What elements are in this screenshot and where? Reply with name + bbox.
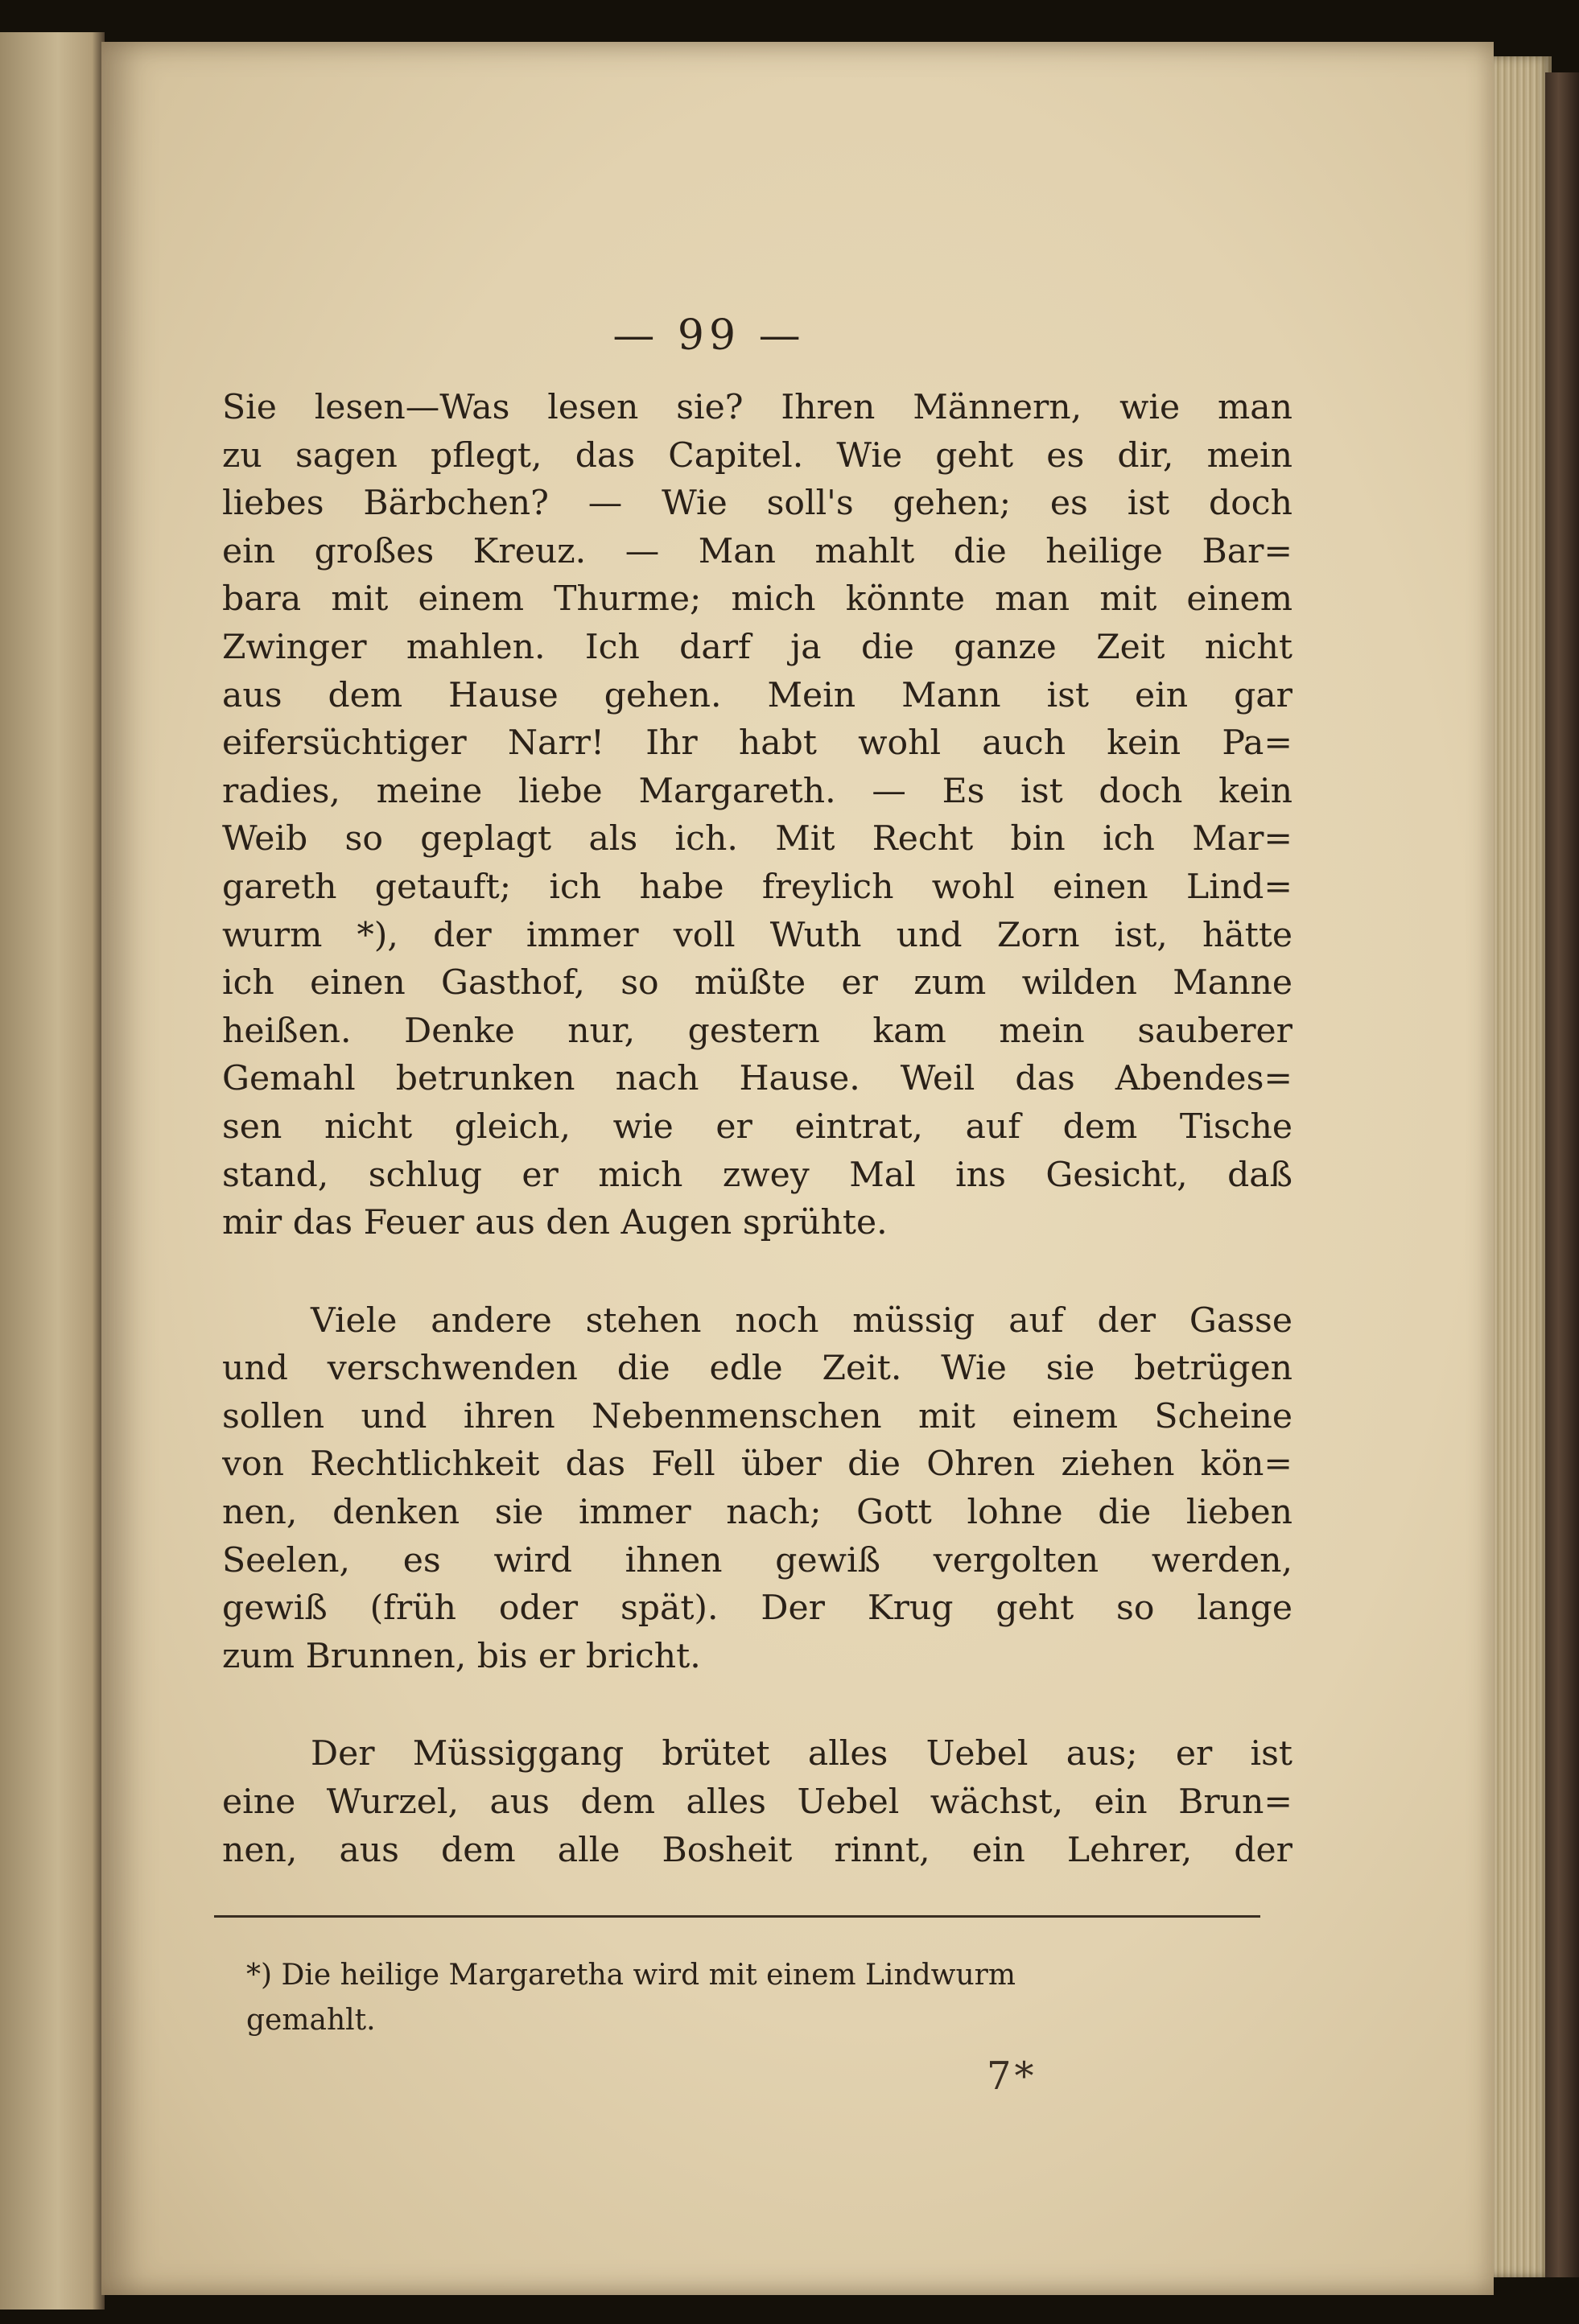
- book-page: [101, 42, 1494, 2295]
- text-line: zu sagen pflegt, das Capitel. Wie geht es dir, mein: [222, 435, 1292, 476]
- text-line: Der Müssiggang brütet alles Uebel aus; er ist: [311, 1734, 1292, 1774]
- text-line: heißen. Denke nur, gestern kam mein sauberer: [222, 1011, 1292, 1051]
- text-line: eifersüchtiger Narr! Ihr habt wohl auch kein Pa=: [222, 723, 1292, 764]
- page-edges: [1494, 56, 1552, 2277]
- text-line: ich einen Gasthof, so müßte er zum wilden Manne: [222, 963, 1292, 1003]
- text-line: aus dem Hause gehen. Mein Mann ist ein gar: [222, 675, 1292, 715]
- paragraph-gap: [222, 1247, 1292, 1297]
- text-line: Gemahl betrunken nach Hause. Weil das Abendes=: [222, 1059, 1292, 1099]
- text-line: Zwinger mahlen. Ich darf ja die ganze Zeit nicht: [222, 627, 1292, 667]
- signature-mark: 7*: [987, 2054, 1037, 2099]
- footnote: [246, 1953, 1252, 2043]
- text-line: sen nicht gleich, wie er eintrat, auf dem Tische: [222, 1106, 1292, 1147]
- text-line: liebes Bärbchen? — Wie soll's gehen; es ist doch: [222, 484, 1292, 524]
- page-number: — 99 —: [612, 311, 806, 360]
- text-line: bara mit einem Thurme; mich könnte man mit einem: [222, 579, 1292, 620]
- paragraph-3: [222, 1730, 1292, 1874]
- footnote-rule: [214, 1915, 1260, 1918]
- text-line-last: mir das Feuer aus den Augen sprühte.: [222, 1203, 888, 1243]
- paragraph-1: [222, 384, 1292, 1247]
- text-line: gareth getauft; ich habe freylich wohl einen Lind=: [222, 867, 1292, 907]
- text-line: nen, denken sie immer nach; Gott lohne die lieben: [222, 1493, 1292, 1533]
- page-body: [222, 384, 1292, 1874]
- text-line: Weib so geplagt als ich. Mit Recht bin ich Mar=: [222, 819, 1292, 859]
- previous-page-edge: [0, 32, 105, 2310]
- text-line: und verschwenden die edle Zeit. Wie sie betrügen: [222, 1349, 1292, 1389]
- text-line: von Rechtlichkeit das Fell über die Ohren ziehen kön=: [222, 1444, 1292, 1485]
- text-line: ein großes Kreuz. — Man mahlt die heilige Bar=: [222, 531, 1292, 571]
- text-line: radies, meine liebe Margareth. — Es ist doch kein: [222, 771, 1292, 811]
- footnote-line: *) Die heilige Margaretha wird mit einem Lindwurm: [246, 1959, 1016, 1992]
- text-line: gewiß (früh oder spät). Der Krug geht so lange: [222, 1588, 1292, 1629]
- text-line: nen, aus dem alle Bosheit rinnt, ein Lehrer, der: [222, 1830, 1292, 1870]
- book-cover-edge: [1545, 72, 1579, 2277]
- paragraph-2: [222, 1297, 1292, 1681]
- footnote-line: gemahlt.: [246, 2004, 376, 2037]
- text-line: wurm *), der immer voll Wuth und Zorn ist, hätte: [222, 915, 1292, 955]
- text-line: stand, schlug er mich zwey Mal ins Gesicht, daß: [222, 1155, 1292, 1195]
- text-line-last: zum Brunnen, bis er bricht.: [222, 1636, 701, 1676]
- text-line: Sie lesen—Was lesen sie? Ihren Männern, wie man: [222, 388, 1292, 427]
- paragraph-gap: [222, 1680, 1292, 1730]
- text-line: Seelen, es wird ihnen gewiß vergolten werden,: [222, 1540, 1292, 1580]
- text-line: sollen und ihren Nebenmenschen mit einem Scheine: [222, 1396, 1292, 1436]
- text-line: Viele andere stehen noch müssig auf der Gasse: [311, 1300, 1292, 1341]
- text-line: eine Wurzel, aus dem alles Uebel wächst, ein Brun=: [222, 1782, 1292, 1823]
